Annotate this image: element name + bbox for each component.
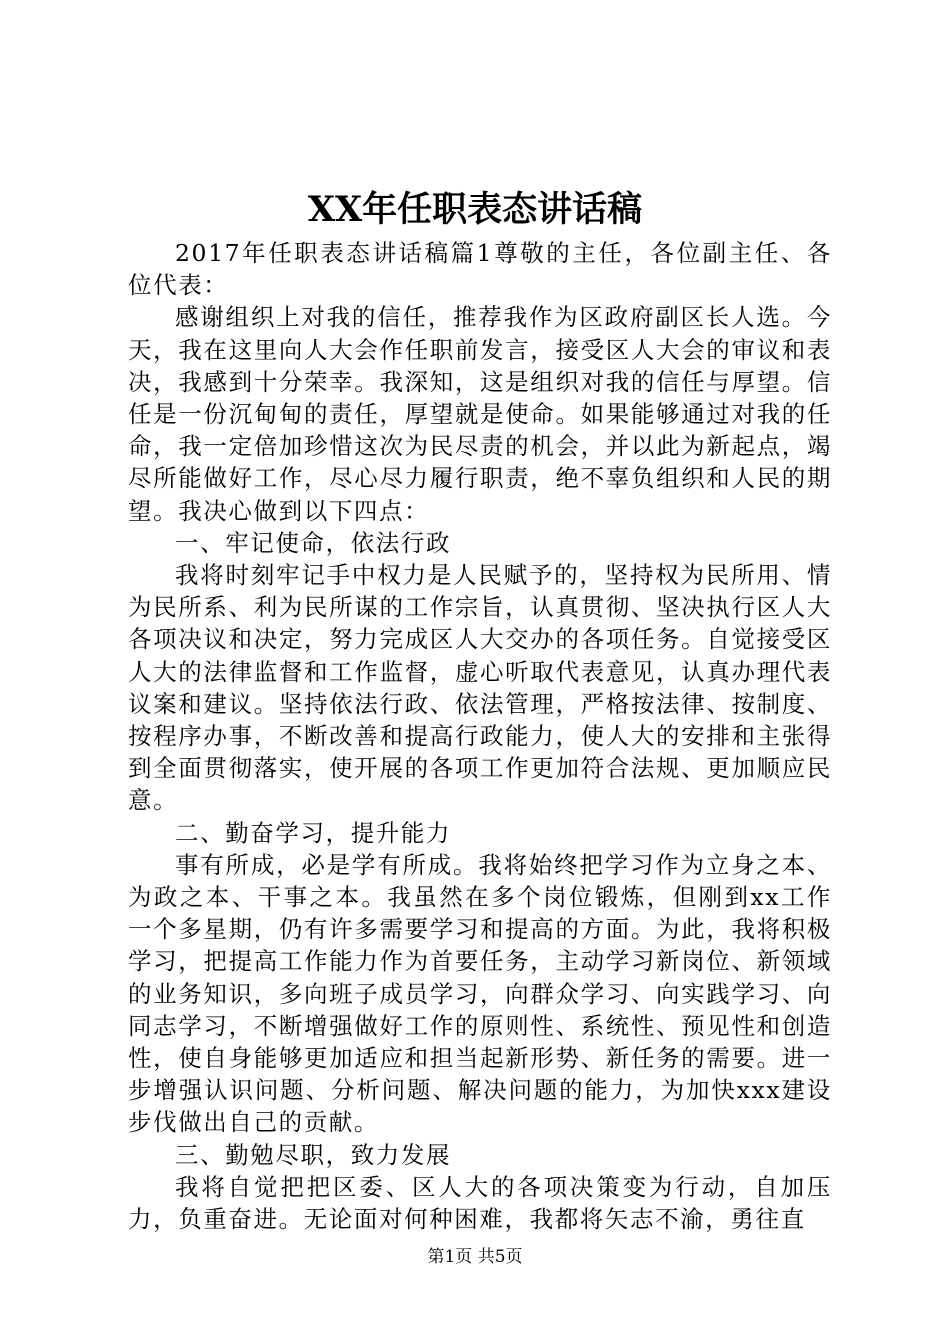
- section-heading-3: 三、勤勉尽职，致力发展: [175, 1140, 452, 1169]
- paragraph-salutation: 2017年任职表态讲话稿篇1尊敬的主任，各位副主任、各位代表：: [128, 239, 832, 300]
- document-title: XX年任职表态讲话稿: [307, 189, 643, 230]
- paragraph-section-3: 我将自觉把把区委、区人大的各项决策变为行动，自加压力，负重奋进。无论面对何种困难，我都将矢志不渝，勇往直: [128, 1172, 832, 1234]
- paragraph-intro: 感谢组织上对我的信任，推荐我作为区政府副区长人选。今天，我在这里向人大会作任职前发言，接受区人大会的审议和表决，我感到十分荣幸。我深知，这是组织对我的信任与厚望。信任是一份沉甸甸的责任，厚望就是使命。如果能够通过对我的任命，我一定倍加珍惜这次为民尽责的机会，并以此为新起点，竭尽所能做好工作，尽心尽力履行职责，绝不辜负组织和人民的期望。我决心做到以下四点：: [128, 303, 832, 525]
- section-heading-2: 二、勤奋学习，提升能力: [175, 818, 452, 847]
- page-number-footer: 第1页 共5页: [427, 1247, 523, 1267]
- document-body: [128, 237, 832, 1235]
- paragraph-section-2: 事有所成，必是学有所成。我将始终把学习作为立身之本、为政之本、干事之本。我虽然在多个岗位锻炼，但刚到xx工作一个多星期，仍有许多需要学习和提高的方面。为此，我将积极学习，把提高工作能力作为首要任务，主动学习新岗位、新领域的业务知识，多向班子成员学习，向群众学习、向实践学习、向同志学习，不断增强做好工作的原则性、系统性、预见性和创造性，使自身能够更加适应和担当起新形势、新任务的需要。进一步增强认识问题、分析问题、解决问题的能力，为加快xxx建设步伐做出自己的贡献。: [128, 850, 832, 1137]
- paragraph-section-1: 我将时刻牢记手中权力是人民赋予的，坚持权为民所用、情为民所系、利为民所谋的工作宗旨，认真贯彻、坚决执行区人大各项决议和决定，努力完成区人大交办的各项任务。自觉接受区人大的法律监督和工作监督，虚心听取代表意见，认真办理代表议案和建议。坚持依法行政、依法管理，严格按法律、按制度、按程序办事，不断改善和提高行政能力，使人大的安排和主张得到全面贯彻落实，使开展的各项工作更加符合法规、更加顺应民意。: [128, 561, 832, 815]
- section-heading-1: 一、牢记使命，依法行政: [175, 528, 452, 557]
